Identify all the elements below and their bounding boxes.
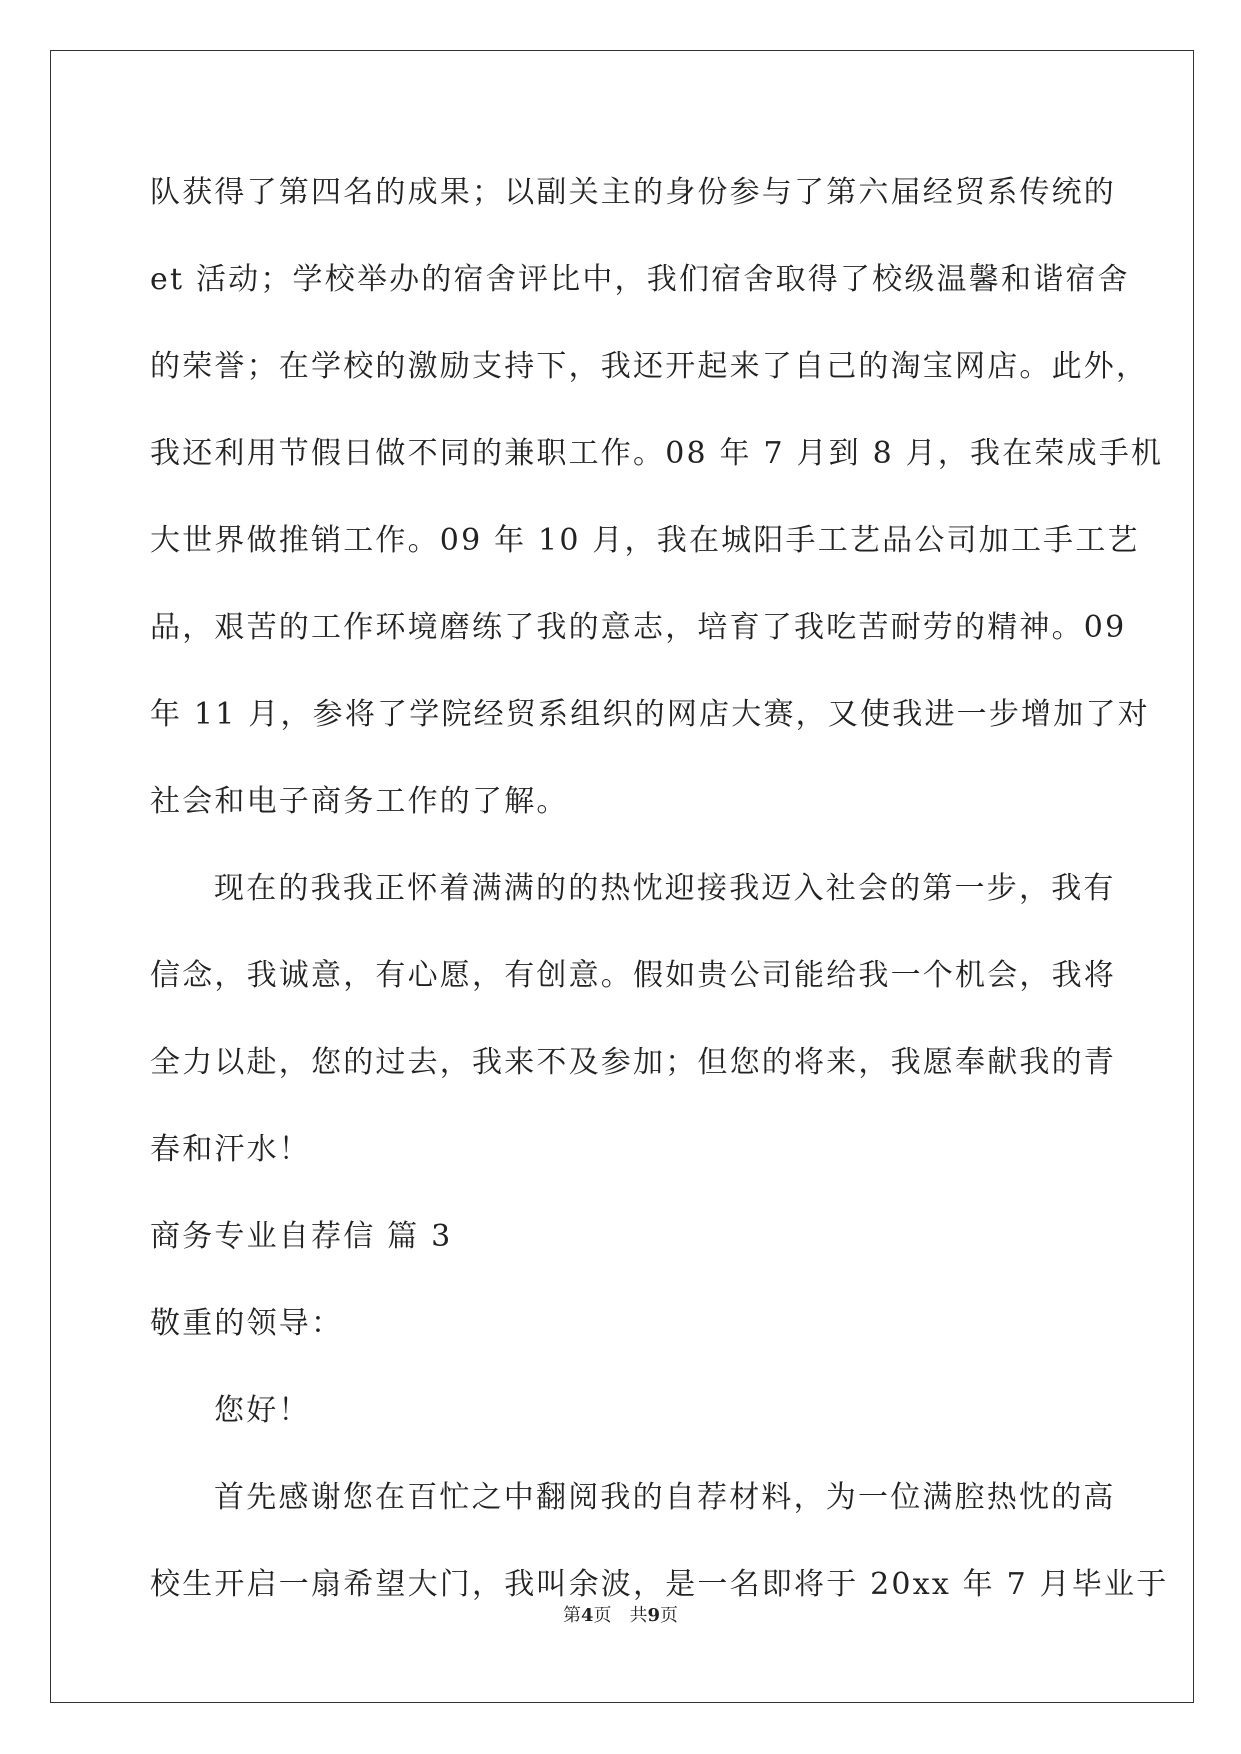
text-line: 我还利用节假日做不同的兼职工作。08 年 7 月到 8 月，我在荣成手机 bbox=[150, 436, 1164, 471]
text-line: 大世界做推销工作。09 年 10 月，我在城阳手工艺品公司加工手工艺 bbox=[150, 523, 1140, 558]
text-line: 社会和电子商务工作的了解。 bbox=[150, 784, 569, 819]
text-line: 的荣誉；在学校的激励支持下，我还开起来了自己的淘宝网店。此外， bbox=[150, 349, 1149, 384]
total-page-number: 9 bbox=[647, 1605, 661, 1626]
page-prefix: 第 bbox=[562, 1605, 581, 1626]
text-line: 品，艰苦的工作环境磨练了我的意志，培育了我吃苦耐劳的精神。09 bbox=[150, 610, 1127, 645]
page-mid-text: 页 共 bbox=[593, 1605, 648, 1626]
page-footer bbox=[0, 1604, 1241, 1628]
current-page-number: 4 bbox=[580, 1605, 594, 1626]
text-line: 春和汗水！ bbox=[150, 1132, 311, 1167]
greeting: 您好！ bbox=[214, 1393, 311, 1428]
salutation: 敬重的领导： bbox=[150, 1306, 344, 1341]
page-suffix: 页 bbox=[660, 1605, 679, 1626]
text-line: 校生开启一扇希望大门，我叫余波，是一名即将于 20xx 年 7 月毕业于 bbox=[150, 1567, 1169, 1602]
text-line: 年 11 月，参将了学院经贸系组织的网店大赛，又使我进一步增加了对 bbox=[150, 697, 1150, 732]
paragraph-start-line: 现在的我我正怀着满满的的热忱迎接我迈入社会的第一步，我有 bbox=[214, 871, 1116, 906]
document-body bbox=[150, 158, 1169, 1637]
section-heading: 商务专业自荐信 篇 3 bbox=[150, 1219, 453, 1254]
text-line: 信念，我诚意，有心愿，有创意。假如贵公司能给我一个机会，我将 bbox=[150, 958, 1116, 993]
text-line: 队获得了第四名的成果；以副关主的身份参与了第六届经贸系传统的 bbox=[150, 175, 1116, 210]
paragraph-start-line: 首先感谢您在百忙之中翻阅我的自荐材料，为一位满腔热忱的高 bbox=[214, 1480, 1116, 1515]
text-line: et 活动；学校举办的宿舍评比中，我们宿舍取得了校级温馨和谐宿舍 bbox=[150, 262, 1130, 297]
text-line: 全力以赴，您的过去，我来不及参加；但您的将来，我愿奉献我的青 bbox=[150, 1045, 1116, 1080]
